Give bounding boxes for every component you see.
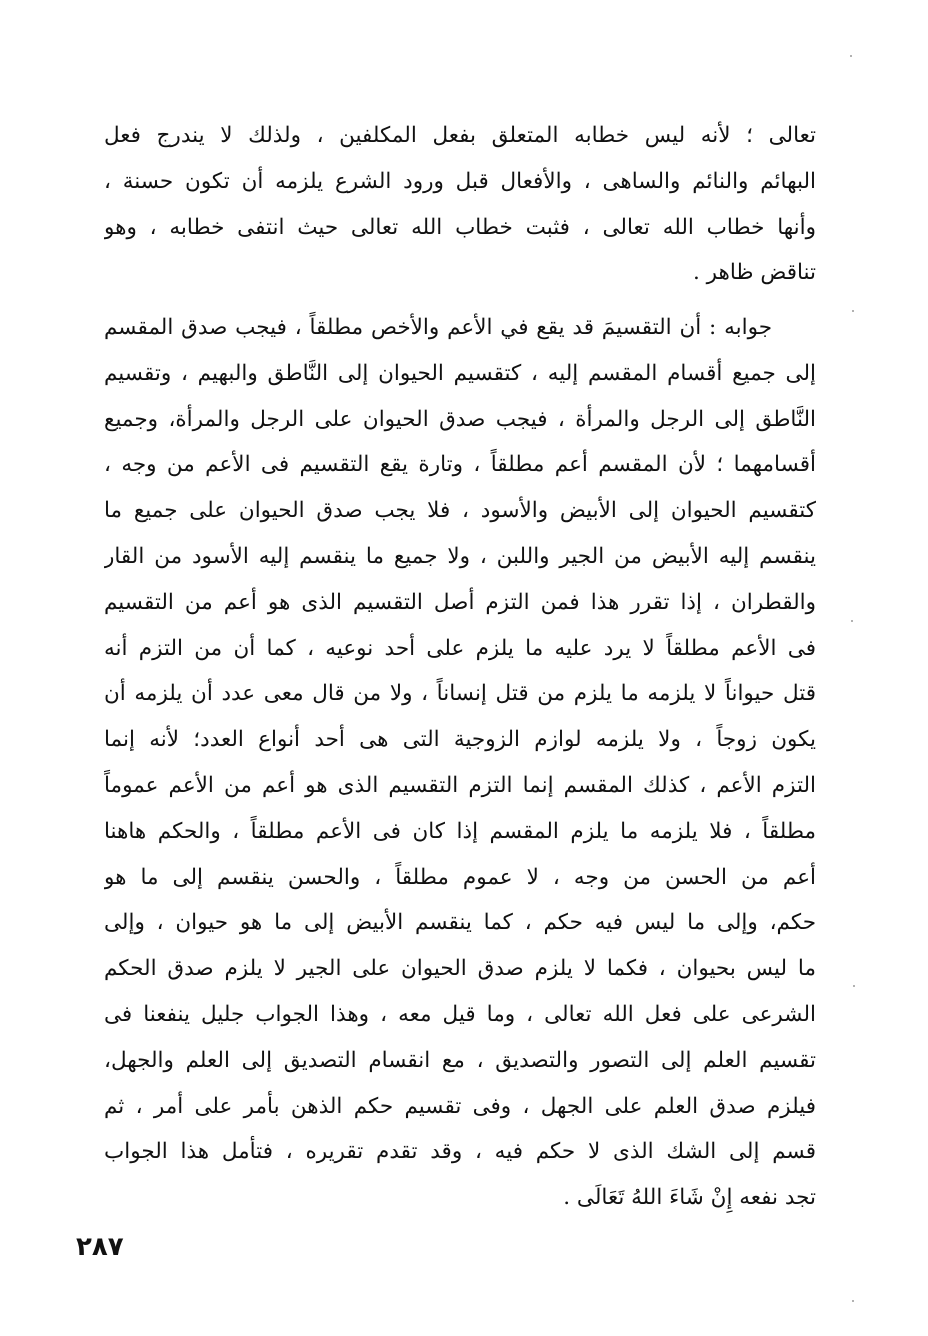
text-line: النَّاطق إلى الرجل والمرأة ، فيجب صدق الحيوان على الرجل والمرأة، وجميع	[104, 406, 816, 432]
scan-speck	[852, 1300, 854, 1302]
text-line: يكون زوجاً ، ولا يلزمه لوازم الزوجية التى هى أحد أنواع العدد؛ لأنه إنما	[104, 727, 816, 753]
text-line: مطلقاً ، فلا يلزمه ما يلزم المقسم إذا كان فى الأعم مطلقاً ، والحكم هاهنا	[104, 818, 816, 844]
text-line: فى الأعم مطلقاً لا يرد عليه ما يلزم على أحد نوعيه ، كما أن من التزم أنه	[104, 635, 816, 661]
paragraph-answer	[104, 305, 816, 1221]
scan-speck	[852, 310, 854, 312]
text-line: تعالى ؛ لأنه ليس خطابه المتعلق بفعل المكلفين ، ولذلك لا يندرج فعل	[104, 123, 816, 148]
text-line: أقسامهما ؛ لأن المقسم أعم مطلقاً ، وتارة يقع التقسيم فى الأعم من وجه ،	[104, 452, 816, 478]
text-line: فيلزم صدق العلم على الجهل ، وفى تقسيم حكم الذهن بأمر على أمر ، ثم	[104, 1093, 816, 1119]
scan-speck	[851, 620, 853, 622]
text-line: وأنها خطاب الله تعالى ، فثبت خطاب الله تعالى حيث انتفى خطابه ، وهو	[104, 214, 816, 240]
text-line: ما ليس بحيوان ، فكما لا يلزم صدق الحيوان على الجير لا يلزم صدق الحكم	[104, 956, 816, 982]
text-line: إلى جميع أقسام المقسم إليه ، كتقسيم الحيوان إلى النَّاطق والبهيم ، وتقسيم	[104, 360, 816, 386]
scan-speck	[850, 55, 852, 57]
scan-speck	[853, 985, 855, 987]
text-line: تناقض ظاهر .	[692, 260, 816, 286]
paragraph-continuation	[104, 113, 816, 296]
text-line: البهائم والنائم والساهى ، والأفعال قبل ورود الشرع يلزمه أن تكون حسنة ،	[104, 168, 816, 194]
text-line: أعم من الحسن من وجه ، لا عموم مطلقاً ، والحسن ينقسم إلى ما هو	[104, 864, 816, 890]
text-line: الشرعى على فعل الله تعالى ، وما قيل معه ، وهذا الجواب جليل ينفعنا فى	[104, 1001, 816, 1027]
text-line: تجد نفعه إِنْ شَاءَ اللهُ تَعَالَى .	[563, 1185, 816, 1211]
text-line: كتقسيم الحيوان إلى الأبيض والأسود ، فلا يجب صدق الحيوان على جميع ما	[104, 498, 816, 524]
text-line: حكم، وإلى ما ليس فيه حكم ، كما ينقسم الأبيض إلى ما هو حيوان ، وإلى	[104, 910, 816, 936]
text-line: تقسيم العلم إلى التصور والتصديق ، مع انقسام التصديق إلى العلم والجهل،	[104, 1047, 816, 1073]
text-line: جوابه : أن التقسيمَ قد يقع في الأعم والأخص مطلقاً ، فيجب صدق المقسم	[104, 315, 772, 340]
page-number: ٢٨٧	[76, 1232, 124, 1262]
text-line: ينقسم إليه الأبيض من الجير واللبن ، ولا جميع ما ينقسم إليه الأسود من القار	[104, 543, 816, 569]
text-line: قتل حيواناً لا يلزمه ما يلزم من قتل إنساناً ، ولا من قال معى عدد أن يلزمه أن	[104, 681, 816, 707]
text-line: التزم الأعم ، كذلك المقسم إنما التزم التقسيم الذى هو أعم من الأعم عموماً	[104, 772, 816, 798]
text-line: قسم إلى الشك الذى لا حكم فيه ، وقد تقدم تقريره ، فتأمل هذا الجواب	[104, 1139, 816, 1165]
text-line: والقطران ، إذا تقرر هذا فمن التزم أصل التقسيم الذى هو أعم من التقسيم	[104, 589, 816, 615]
